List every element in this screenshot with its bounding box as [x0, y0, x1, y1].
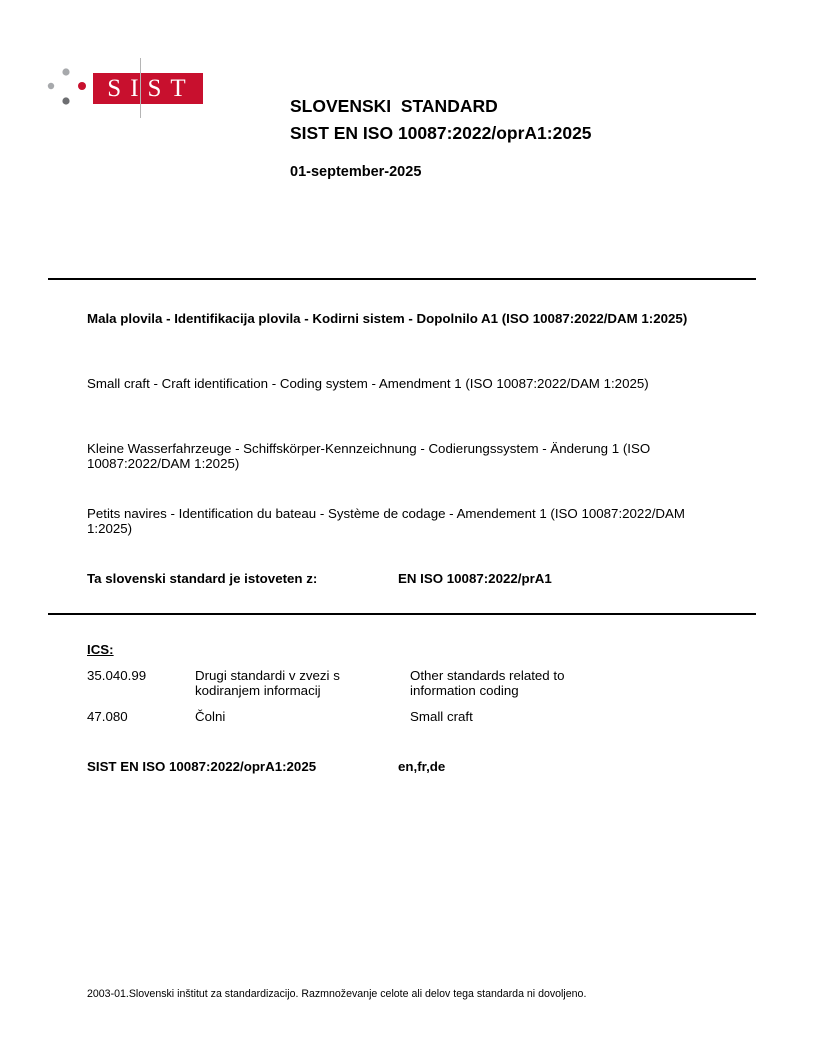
identical-value: EN ISO 10087:2022/prA1 — [398, 571, 552, 586]
ics-heading: ICS: — [87, 642, 114, 657]
title-english: Small craft - Craft identification - Coding system - Amendment 1 (ISO 10087:2022/DAM 1:2025) — [87, 376, 649, 391]
ics-slovenian: Čolni — [195, 709, 226, 724]
ics-slovenian: Drugi standardi v zvezi s kodiranjem informacij — [195, 668, 340, 698]
ics-english: Other standards related to information coding — [410, 668, 565, 698]
publication-date: 01-september-2025 — [290, 164, 422, 180]
title-german: Kleine Wasserfahrzeuge - Schiffskörper-Kennzeichnung - Codierungssystem - Änderung 1 (ISO 10087:2022/DAM 1:2025) — [87, 441, 651, 471]
middle-divider — [48, 613, 756, 615]
sist-dots-icon — [46, 64, 96, 114]
top-divider — [48, 278, 756, 280]
footer-languages: en,fr,de — [398, 759, 446, 774]
title-slovenian: Mala plovila - Identifikacija plovila - Kodirni sistem - Dopolnilo A1 (ISO 10087:2022/DAM 1:2025) — [87, 311, 688, 326]
ics-code: 35.040.99 — [87, 668, 147, 683]
ics-english: Small craft — [410, 709, 473, 724]
footer-standard-code: SIST EN ISO 10087:2022/oprA1:2025 — [87, 759, 317, 774]
standard-code: SIST EN ISO 10087:2022/oprA1:2025 — [290, 123, 592, 143]
standard-type-title: SLOVENSKI STANDARD — [290, 96, 498, 116]
copyright-notice: 2003-01.Slovenski inštitut za standardizacijo. Razmnoževanje celote ali delov tega standarda ni dovoljeno. — [87, 988, 587, 1000]
title-french: Petits navires - Identification du bateau - Système de codage - Amendement 1 (ISO 10087:2022/DAM 1:2025) — [87, 506, 685, 536]
logo-text: SIST — [107, 75, 195, 102]
identical-label: Ta slovenski standard je istoveten z: — [87, 571, 318, 586]
ics-code: 47.080 — [87, 709, 128, 724]
